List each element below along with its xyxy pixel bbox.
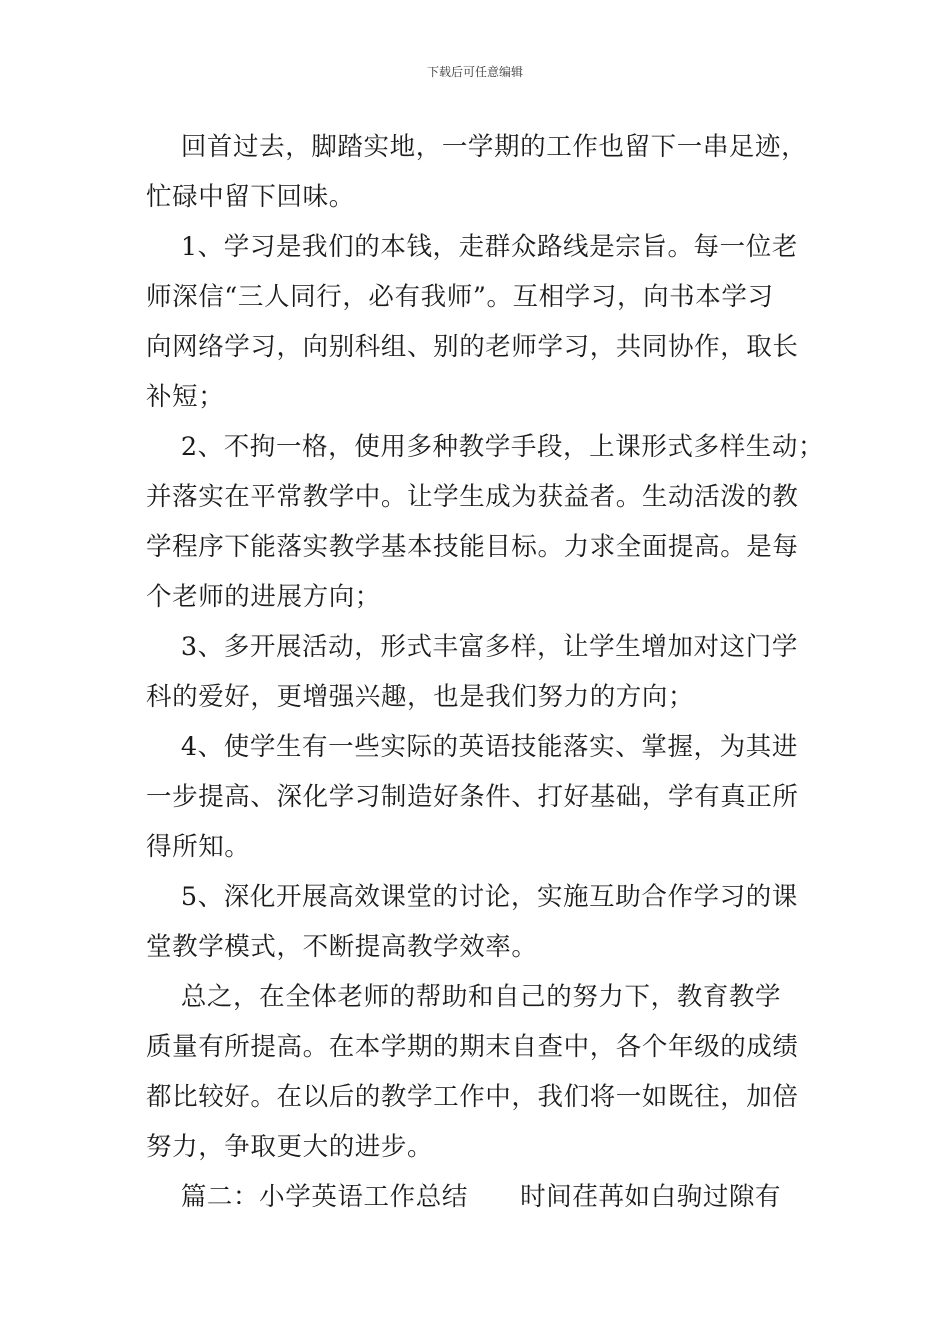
text-line: 努力，争取更大的进步。 [146, 1132, 434, 1162]
text-line: 个老师的进展方向； [146, 582, 381, 612]
text-line: 科的爱好，更增强兴趣，也是我们努力的方向； [146, 682, 695, 712]
text-line: 堂教学模式，不断提高教学效率。 [146, 932, 538, 962]
text-line: 2、不拘一格，使用多种教学手段，上课形式多样生动； [146, 432, 825, 462]
text-line: 质量有所提高。在本学期的期末自查中，各个年级的成绩 [146, 1032, 799, 1062]
text-line: 3、多开展活动，形式丰富多样，让学生增加对这门学 [146, 632, 798, 662]
text-line: 一步提高、深化学习制造好条件、打好基础，学有真正所 [146, 782, 799, 812]
text-line: 5、深化开展高效课堂的讨论，实施互助合作学习的课 [146, 882, 798, 912]
text-line: 篇二：小学英语工作总结 时间荏苒如白驹过隙有 [146, 1182, 782, 1212]
text-line: 都比较好。在以后的教学工作中，我们将一如既往，加倍 [146, 1082, 799, 1112]
text-line: 总之，在全体老师的帮助和自己的努力下，教育教学 [146, 982, 782, 1012]
text-line: 回首过去，脚踏实地，一学期的工作也留下一串足迹， [146, 132, 808, 162]
text-line: 忙碌中留下回味。 [146, 182, 355, 212]
text-line: 学程序下能落实教学基本技能目标。力求全面提高。是每 [146, 532, 799, 562]
text-line: 师深信“三人同行，必有我师”。互相学习，向书本学习 [146, 282, 774, 312]
page-header: 下载后可任意编辑 [426, 65, 523, 79]
text-line: 1、学习是我们的本钱，走群众路线是宗旨。每一位老 [146, 232, 798, 262]
text-line: 得所知。 [146, 832, 251, 862]
text-line: 补短； [146, 382, 225, 412]
text-line: 向网络学习，向别科组、别的老师学习，共同协作，取长 [146, 332, 799, 362]
text-line: 并落实在平常教学中。让学生成为获益者。生动活泼的教 [146, 482, 799, 512]
text-line: 4、使学生有一些实际的英语技能落实、掌握，为其进 [146, 732, 798, 762]
